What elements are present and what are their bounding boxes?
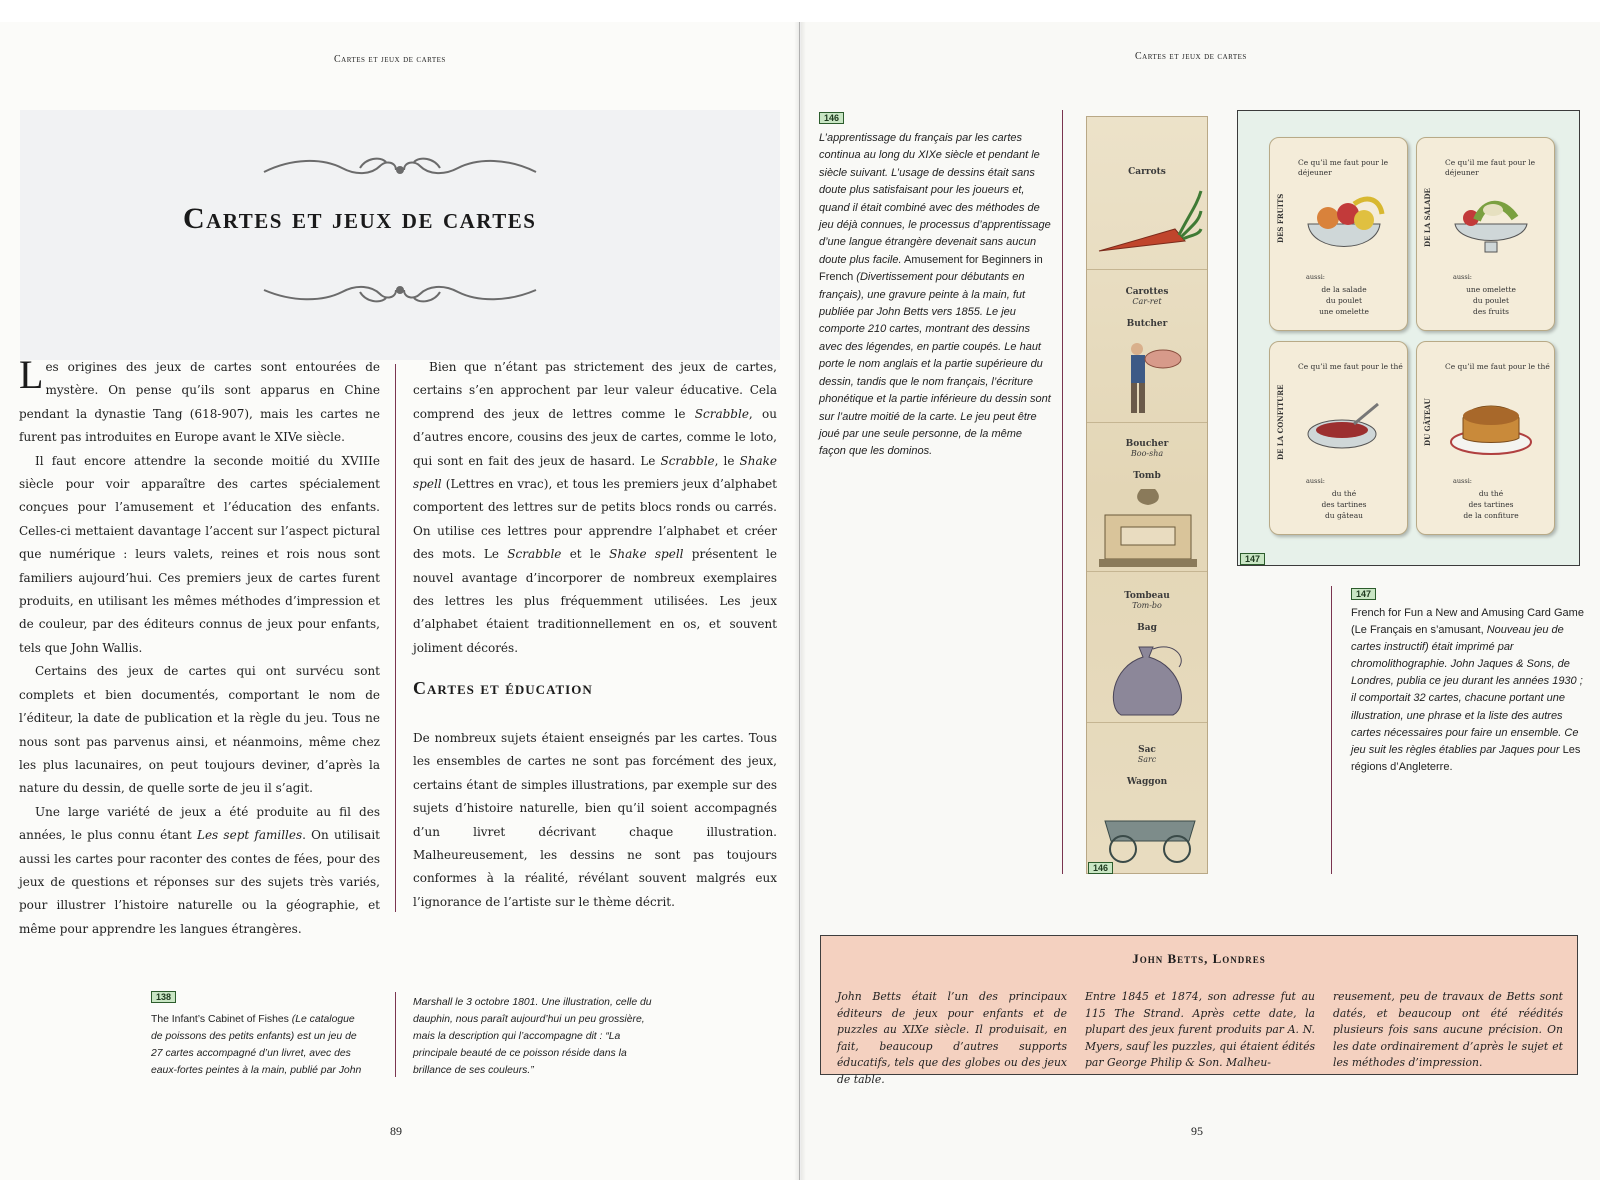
label-fr: Tombeau — [1124, 591, 1170, 601]
sidebar-john-betts — [820, 935, 1578, 1086]
caption-147-title: French for Fun a New and Amusing Card Game — [1351, 607, 1584, 619]
strip-label-boucher — [1087, 439, 1207, 459]
card-list-item: de la confiture — [1463, 511, 1519, 520]
card-confiture — [1269, 341, 1408, 535]
strip-label-carottes — [1087, 287, 1207, 307]
rule-146 — [1062, 110, 1063, 874]
bag-illustration — [1103, 637, 1193, 719]
paragraph-1-text: es origines des jeux de cartes sont entourées de mystère. On pense qu’ils sont apparus en Chine pendant la dynastie Tang (618-907), mais les cartes ne furent pas introduites en Europe avant le XIVe siècle. — [19, 360, 380, 445]
paragraph-6: De nombreux sujets étaient enseignés par les cartes. Tous les ensembles de cartes ne sont pas forcément des jeux, certains étant de simples illustrations, par exemple sur des sujets d’histoire naturelle, bien qu’il soient accompagnés d’un livret décrivant chaque illustration. Malheureusement, les dessins ne sont pas toujours conformes à la réalité, révélant souvent malgrés eux l’ignorance de l’artiste sur le thème décrit. — [413, 731, 777, 909]
card-list-item: des tartines — [1321, 500, 1367, 509]
caption-147-c: . — [1449, 760, 1453, 773]
card-side-label: DES FRUITS — [1276, 193, 1285, 243]
strip-divider — [1087, 571, 1207, 572]
section-text — [413, 727, 777, 914]
card-list-item: du gâteau — [1324, 511, 1364, 520]
dropcap: L — [19, 352, 44, 397]
card-gateau — [1416, 341, 1555, 535]
book-gutter — [794, 22, 806, 1180]
card-top-text: Ce qu’il me faut pour le déjeuner — [1445, 158, 1536, 177]
caption-138-b: Marshall le 3 octobre 1801. Une illustration, celle du dauphin, nous paraît aujourd’hui un peu grossière, mais la description qui l’accompagne dit : “La principale beauté de ce poisson réside dans la brillance de ses couleurs.” — [413, 997, 652, 1077]
label-fr: Boucher — [1125, 439, 1169, 449]
strip-divider — [1087, 269, 1207, 270]
paragraph-3: Certains des jeux de cartes qui ont survécu sont complets et bien documentés, comportant le nom de l’éditeur, la date de publication et la règle du jeu. Tous ne nous sont pas parvenus ainsi, et néanmoins, même chez les plus lacunaires, on peut toujours deviner, d’après la nature du dessin, de quelle sorte de jeu il s’agit. — [19, 664, 380, 796]
caption-147-desc: Nouveau jeu de cartes instructif) était imprimé par chromolithographie. John Jaques & Sons, de Londres, publia ce jeu durant les années 1930 ; il comportait 32 cartes, chacune portant une illustration, une phrase et la liste des autres cartes nécessaires pour faire un ensemble. Ce jeu suit les règles établies par Jaques pour — [1351, 624, 1583, 756]
label-fr: Carottes — [1125, 287, 1169, 297]
right-column-text — [413, 356, 777, 660]
page-title: Cartes et jeux de cartes — [183, 202, 537, 235]
card-salade — [1416, 137, 1555, 331]
card-side-label: DE LA CONFITURE — [1276, 384, 1285, 460]
card-aussi: aussi: — [1306, 273, 1326, 281]
paragraph-1 — [19, 352, 380, 450]
column-rule-left — [395, 364, 396, 912]
p5-b: , ou d’autres encore, cousins des jeux de cartes, comme le loto, qui sont en fait des jeux de hasard. Le — [413, 406, 777, 468]
card-list-item: du thé — [1478, 489, 1504, 498]
caption-146-title: Amusement for Beginners in French — [819, 253, 1043, 284]
caption-138-title: The Infant’s Cabinet of Fishes — [151, 1014, 289, 1025]
card-side-label: DU GÂTEAU — [1423, 398, 1432, 446]
caption-147-b: Les régions d’Angleterre — [1351, 743, 1581, 773]
label-en: Butcher — [1126, 319, 1168, 329]
card-fruits — [1269, 137, 1408, 331]
p5-a: Bien que n’étant pas strictement des jeux de cartes, certains s’en approchent par leur valeur éducative. Cela comprend des jeux de lettres comme le — [413, 360, 777, 421]
p5-em-1: Scrabble — [694, 406, 749, 421]
paragraph-4-b: . On utilisait aussi les cartes pour raconter des contes de fées, pour des jeux de questions et réponses sur des sujets très variés, pour illustrer l’histoire naturelle ou la géographie, et même pour apprendre les langues étrangères. — [19, 828, 381, 936]
paragraph-5 — [413, 356, 777, 660]
caption-146 — [819, 130, 1051, 461]
strip-label-bag — [1087, 623, 1207, 633]
strip-label-carrots — [1087, 167, 1207, 177]
paragraph-2: Il faut encore attendre la seconde moitié du XVIIIe siècle pour voir apparaître des cartes spécialement conçues pour l’amusement et l’éducation des enfants. Celles-ci mettaient davantage l’accent sur l’aspect pictural que numérique : leurs valets, reines et rois nous sont familiers aujourd’hui. Ces premiers jeux de cartes furent produits, en utilisant les mêmes méthodes d’impression et de couleur, par des éditeurs connus de jeux pour enfants, tels que John Wallis. — [19, 453, 380, 655]
paragraph-4-em: Les sept familles — [196, 828, 303, 843]
label-en: Carrots — [1128, 167, 1166, 177]
card-list-item: une omelette — [1466, 285, 1516, 294]
card-aussi: aussi: — [1453, 477, 1473, 485]
caption-146-desc: (Divertissement pour débutants en français), une gravure peinte à la main, fut publiée par John Betts vers 1855. Le jeu comporte 210 cartes, montrant des dessins avec des légendes, en partie coupés. Le haut porte le nom anglais et la partie supérieure du dessin, tandis que le nom français, l’écriture phonétique et la partie inférieure du dessin sont sur l’autre moitié de la carte. Le jeu peut être joué par une seule personne, de la même façon que les dominos. — [819, 271, 1051, 458]
fruit-bowl-illustration — [1294, 180, 1394, 270]
strip-label-waggon — [1087, 777, 1207, 787]
folio-right: 95 — [1191, 1124, 1203, 1138]
strip-label-tombeau — [1087, 591, 1207, 611]
section-heading: Cartes et éducation — [413, 678, 593, 698]
rule-147 — [1331, 586, 1332, 874]
card-list-item: du poulet — [1472, 296, 1509, 305]
figure-number-147: 147 — [1351, 588, 1376, 600]
sidebar-col-2: Entre 1845 et 1874, son adresse fut au 115 The Strand. Après cette date, la plupart des jeux furent produits par A. N. Myers, sauf les puzzles, qui étaient édités par George Philip & Son. Malheu- — [1085, 990, 1315, 1069]
p5-em-5: Shake spell — [609, 547, 684, 562]
strip-divider — [1087, 422, 1207, 423]
sidebar-col-1: John Betts était l’un des principaux éditeurs de jeux pour enfants et de puzzles au XIXe siècle. Il produisait, en fait, beaucoup d’autres supports éducatifs, tels que des globes ou des jeux de table. — [837, 990, 1067, 1086]
ornament-top — [262, 154, 538, 184]
picture-cards-147 — [1237, 110, 1580, 566]
label-en: Tomb — [1133, 471, 1161, 481]
label-phonetic: Tom-bo — [1132, 601, 1162, 610]
card-list-item: du thé — [1331, 489, 1357, 498]
p5-em-3: Shake spell — [413, 453, 777, 492]
card-list — [1451, 284, 1531, 317]
figure-number-146-strip: 146 — [1088, 862, 1113, 874]
caption-147 — [1351, 605, 1586, 776]
tomb-illustration — [1095, 485, 1201, 569]
caption-rule — [395, 992, 396, 1077]
strip-label-butcher — [1087, 319, 1207, 329]
jam-dish-illustration — [1294, 384, 1394, 474]
p5-e: et le — [561, 547, 610, 562]
salad-bowl-illustration — [1441, 180, 1541, 270]
running-head-left: Cartes et jeux de cartes — [334, 54, 446, 65]
butcher-illustration — [1107, 335, 1187, 419]
strip-divider — [1087, 722, 1207, 723]
carrot-illustration — [1093, 185, 1203, 261]
running-head-right: Cartes et jeux de cartes — [1135, 51, 1247, 62]
caption-146-intro: L’apprentissage du français par les cartes continua au long du XIXe siècle et pendant le siècle suivant. L’usage de dessins était sans doute plus satisfaisant pour les joueurs et, quand il était combiné avec des méthodes de jeu déjà connues, le processus d’apprentissage d’une langue étrangère devenait sans aucun doute plus facile. — [819, 132, 1051, 266]
card-list-item: de la salade — [1321, 285, 1367, 294]
cake-illustration — [1441, 384, 1541, 474]
p5-em-4: Scrabble — [507, 547, 562, 562]
label-phonetic: Car-ret — [1132, 297, 1162, 306]
figure-number-146: 146 — [819, 112, 844, 124]
card-list-item: des tartines — [1468, 500, 1514, 509]
caption-138-desc: (Le catalogue de poissons des petits enfants) est un jeu de 27 cartes accompagné d’un livret, avec des eaux-fortes peintes à la main, publié par John — [151, 1014, 362, 1077]
p5-em-2: Scrabble — [660, 453, 715, 468]
figure-number-147-frame: 147 — [1240, 553, 1265, 565]
card-list-item: du poulet — [1325, 296, 1362, 305]
paragraph-4 — [19, 801, 380, 941]
label-phonetic: Sarc — [1137, 755, 1157, 764]
card-list — [1304, 488, 1384, 521]
figure-number-138: 138 — [151, 991, 176, 1003]
strip-label-tomb — [1087, 471, 1207, 481]
card-top-text: Ce qu’il me faut pour le déjeuner — [1298, 158, 1389, 177]
card-list-item: une omelette — [1319, 307, 1369, 316]
label-fr: Sac — [1138, 745, 1156, 755]
strip-label-sac — [1087, 745, 1207, 765]
card-list-item: des fruits — [1473, 307, 1509, 316]
folio-left: 89 — [390, 1124, 402, 1138]
card-list — [1451, 488, 1531, 521]
waggon-illustration — [1097, 807, 1203, 867]
sidebar-title: John Betts, Londres — [1132, 951, 1266, 966]
paragraph-4-a: Une large variété de jeux a été produite au fil des années, le plus connu étant — [19, 804, 380, 843]
card-list — [1304, 284, 1384, 317]
card-side-label: DE LA SALADE — [1423, 188, 1432, 248]
label-phonetic: Boo-sha — [1130, 449, 1164, 458]
label-en: Waggon — [1126, 777, 1168, 787]
picture-strip-146 — [1086, 116, 1208, 874]
card-top-text: Ce qu’il me faut pour le thé — [1445, 362, 1550, 371]
caption-138-a — [151, 1011, 369, 1079]
card-top-text: Ce qu’il me faut pour le thé — [1298, 362, 1403, 371]
ornament-bottom — [262, 276, 538, 306]
left-column-text — [19, 352, 381, 941]
p5-c: , le — [714, 453, 740, 468]
label-en: Bag — [1137, 623, 1157, 633]
p5-f: présentent le nouvel avantage d’incorporer de nombreux exemplaires des lettres les plus fréquemment utilisées. Les jeux d’alphabet étaient traditionnellement en os, et souvent joliment décorés. — [413, 547, 778, 655]
caption-147-a: (Le Français en s’amusant, — [1351, 624, 1487, 637]
card-aussi: aussi: — [1306, 477, 1326, 485]
p5-d: (Lettres en vrac), et tous les premiers jeux d’alphabet comportent des lettres sur de petits blocs ronds ou carrés. On utilise ces lettres pour apprendre l’alphabet et créer des mots. Le — [413, 477, 777, 562]
sidebar-col-3: reusement, peu de travaux de Betts sont datés, et beaucoup ont été réédités plusieurs fois sans aucune précision. On les date ordinairement d’après le sujet et les méthodes d’impression. — [1333, 990, 1563, 1069]
card-aussi: aussi: — [1453, 273, 1473, 281]
